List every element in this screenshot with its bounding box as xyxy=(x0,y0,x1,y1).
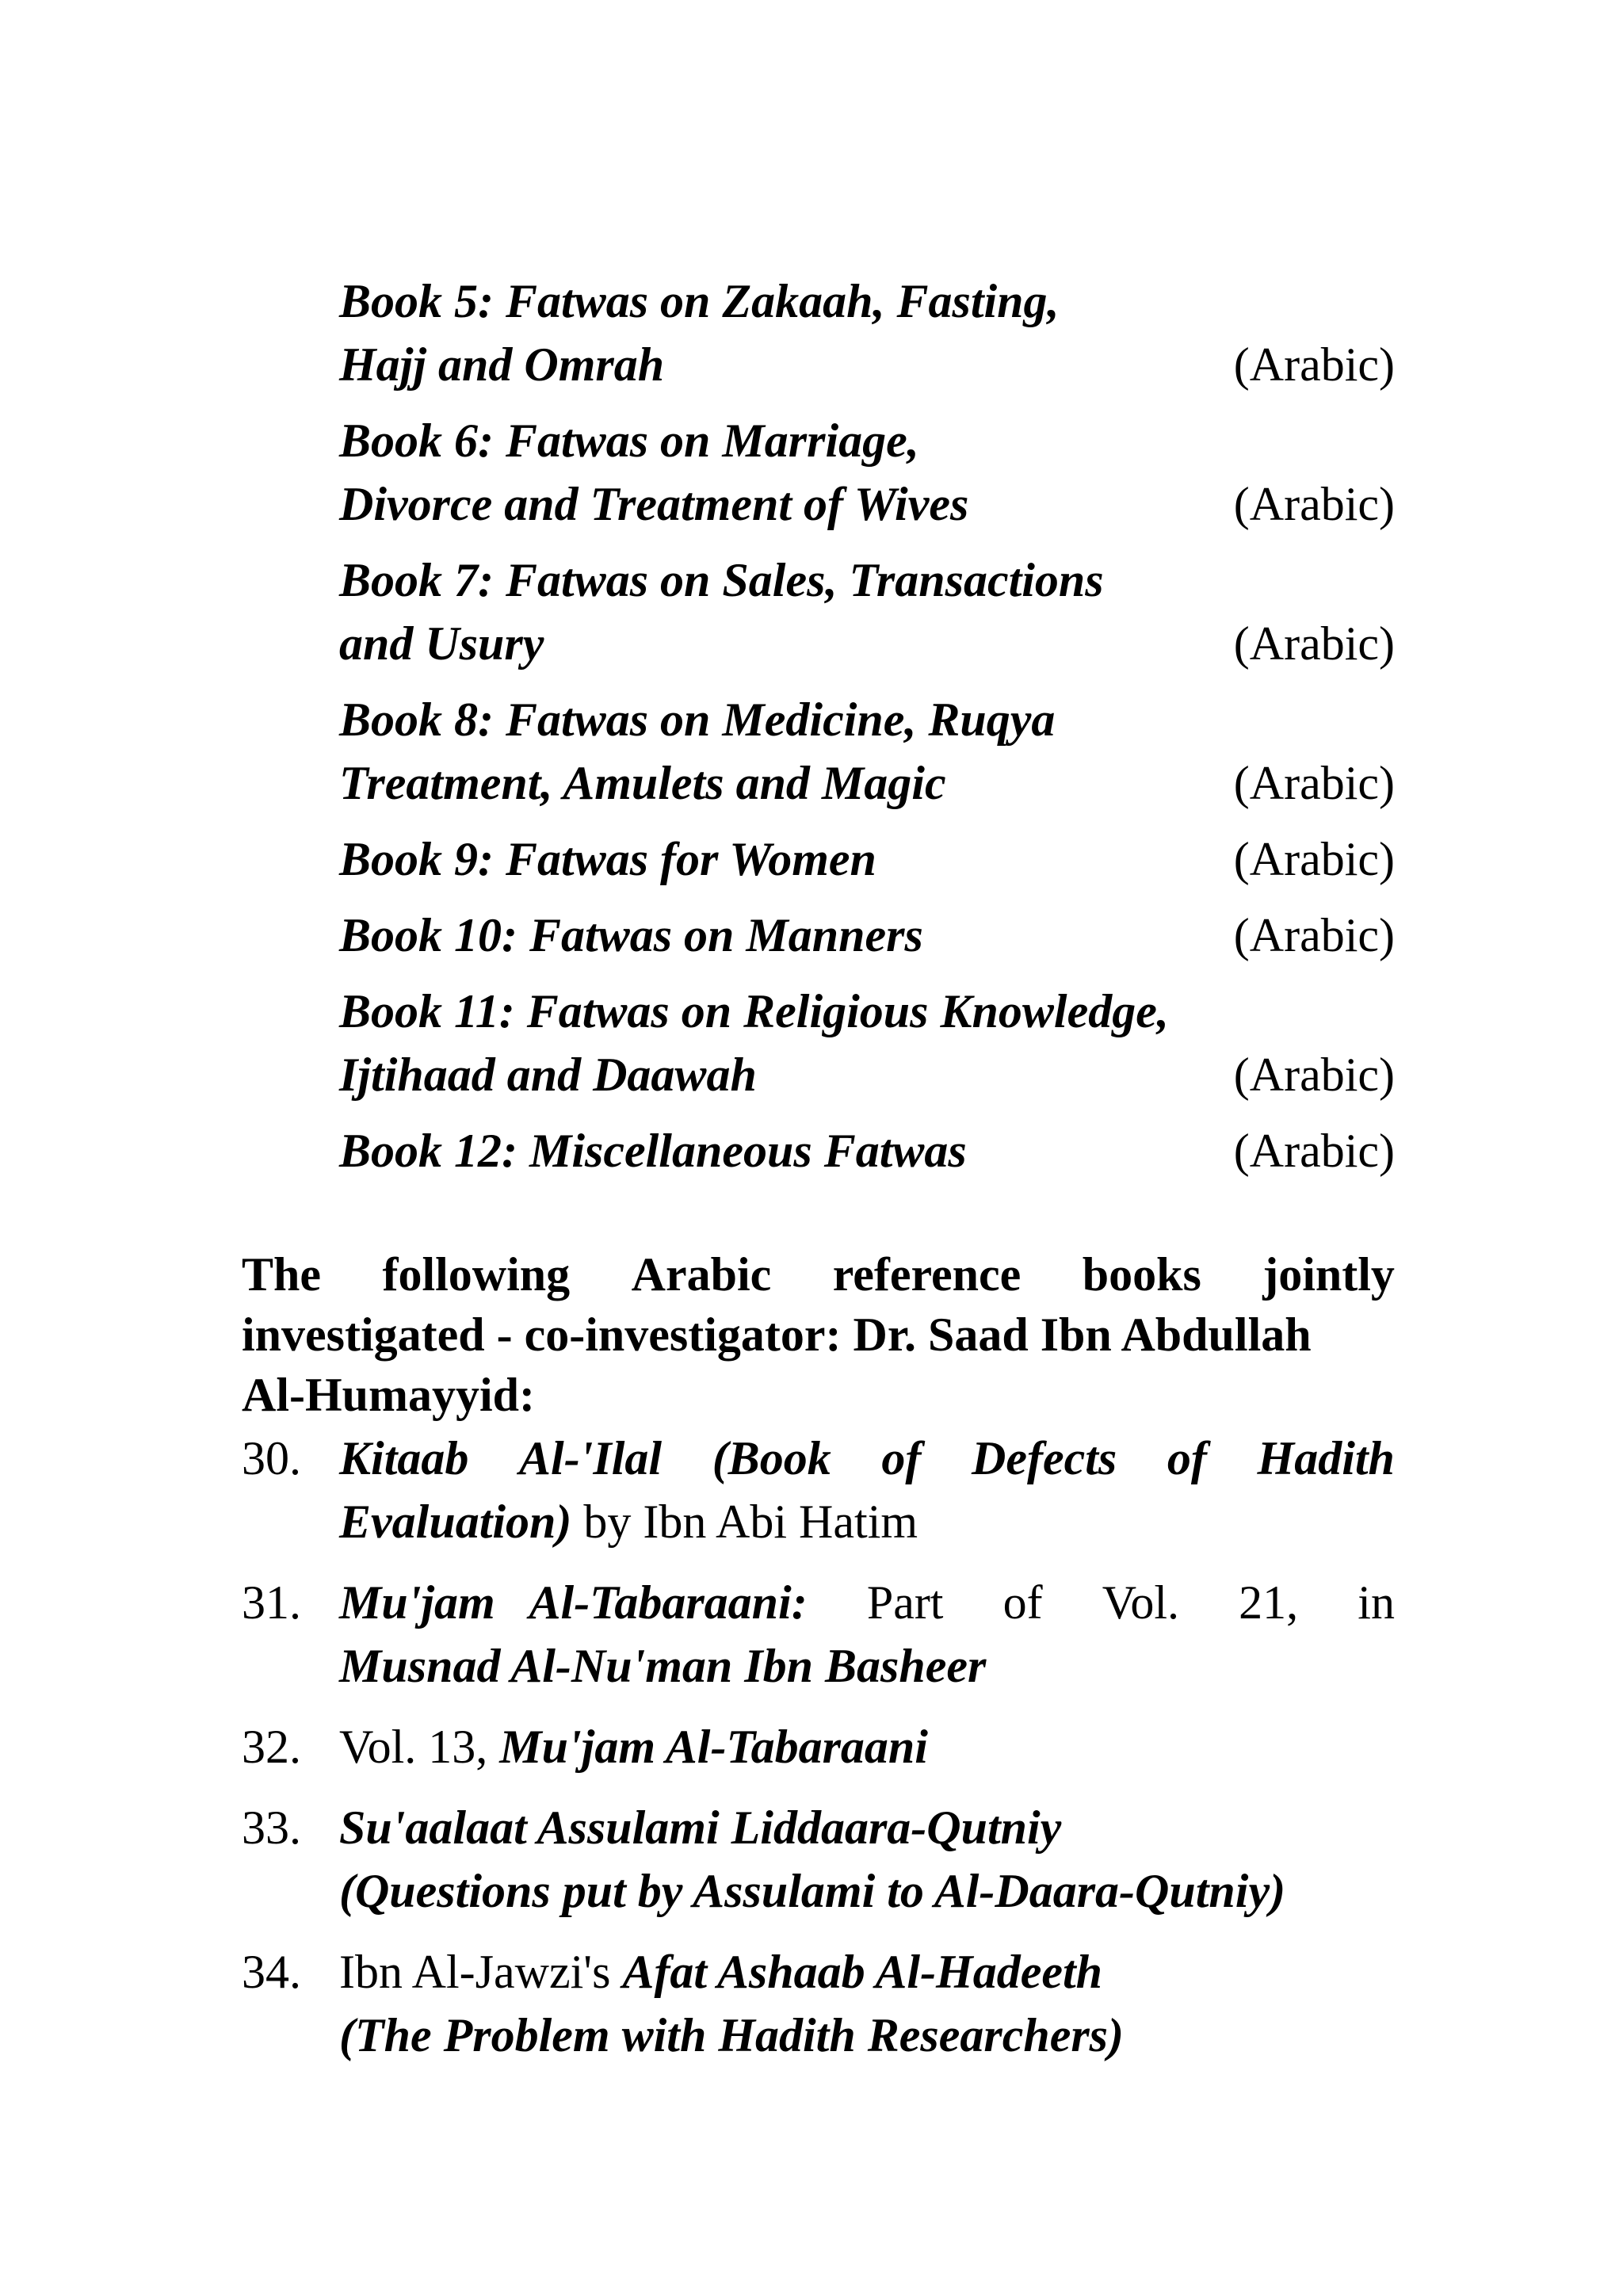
book-language: (Arabic) xyxy=(1233,338,1395,391)
book-language: (Arabic) xyxy=(1233,833,1395,885)
section-heading xyxy=(242,1244,1395,1425)
ref-title: Mu'jam Al-Tabaraani xyxy=(499,1721,928,1773)
book-title xyxy=(339,904,1243,967)
list-item xyxy=(242,1940,1395,2067)
book-title xyxy=(339,409,1243,536)
ref-line xyxy=(339,1490,1395,1553)
heading-line: investigated - co-investigator: Dr. Saad Ibn Abdullah xyxy=(242,1308,1312,1361)
book-list xyxy=(339,269,1395,1195)
book-title xyxy=(339,1119,1243,1182)
ref-title: Mu'jam Al-Tabaraani: xyxy=(339,1576,808,1629)
list-item xyxy=(242,1571,1395,1698)
ref-word: Al-'Ilal xyxy=(519,1432,663,1484)
ref-line: (The Problem with Hadith Researchers) xyxy=(339,2009,1124,2061)
ref-word: Kitaab xyxy=(339,1432,469,1484)
item-number: 34. xyxy=(242,1946,301,1998)
book-title xyxy=(339,688,1243,815)
ref-word: of xyxy=(881,1432,922,1484)
heading-word: Arabic xyxy=(631,1248,772,1301)
ref-line xyxy=(339,1715,1395,1778)
list-item xyxy=(339,980,1395,1106)
ref-word: Vol. xyxy=(1102,1576,1180,1629)
ref-line xyxy=(339,1427,1395,1490)
book-language: (Arabic) xyxy=(1233,478,1395,530)
ref-word: in xyxy=(1358,1576,1395,1629)
list-item xyxy=(242,1427,1395,1553)
list-item xyxy=(339,409,1395,536)
heading-word: reference xyxy=(832,1248,1022,1301)
ref-line: Musnad Al-Nu'man Ibn Basheer xyxy=(339,1640,987,1692)
list-item xyxy=(339,904,1395,967)
ref-author: by Ibn Abi Hatim xyxy=(571,1496,918,1548)
heading-line xyxy=(242,1244,1395,1305)
ref-word: of xyxy=(1167,1432,1207,1484)
list-item xyxy=(339,688,1395,815)
ref-word: Part xyxy=(866,1576,944,1629)
book-title-line: Hajj and Omrah xyxy=(339,338,665,391)
heading-word: following xyxy=(382,1248,571,1301)
book-language: (Arabic) xyxy=(1233,909,1395,961)
book-title-line: Ijtihaad and Daawah xyxy=(339,1049,757,1101)
book-title-line: Book 5: Fatwas on Zakaah, Fasting, xyxy=(339,275,1060,327)
ref-word: (Book xyxy=(712,1432,831,1484)
list-item xyxy=(339,827,1395,891)
book-title-line: and Usury xyxy=(339,617,544,670)
item-number: 32. xyxy=(242,1721,301,1773)
item-number: 31. xyxy=(242,1576,301,1629)
book-title-line: Book 9: Fatwas for Women xyxy=(339,833,876,885)
ref-volume: Vol. 13, xyxy=(339,1721,500,1773)
book-language: (Arabic) xyxy=(1233,757,1395,809)
ref-author: Ibn Al-Jawzi's xyxy=(339,1946,623,1998)
ref-title: Evaluation) xyxy=(339,1496,572,1548)
list-item xyxy=(339,1119,1395,1182)
list-item xyxy=(339,269,1395,396)
item-number: 33. xyxy=(242,1801,301,1854)
book-language: (Arabic) xyxy=(1233,1049,1395,1101)
list-item xyxy=(339,548,1395,675)
ref-line xyxy=(339,1571,1395,1634)
list-item xyxy=(242,1715,1395,1778)
item-number: 30. xyxy=(242,1432,301,1484)
book-title xyxy=(339,269,1243,396)
book-title xyxy=(339,827,1243,891)
book-title-line: Book 12: Miscellaneous Fatwas xyxy=(339,1125,967,1177)
ref-word: Defects xyxy=(972,1432,1117,1484)
book-title-line: Book 6: Fatwas on Marriage, xyxy=(339,415,919,467)
book-title-line: Book 8: Fatwas on Medicine, Ruqya xyxy=(339,693,1056,746)
reference-list xyxy=(242,1427,1395,2084)
book-title-line: Divorce and Treatment of Wives xyxy=(339,478,969,530)
ref-line: (Questions put by Assulami to Al-Daara-Qutniy) xyxy=(339,1865,1286,1917)
list-item xyxy=(242,1796,1395,1923)
heading-word: The xyxy=(242,1248,322,1301)
heading-word: books xyxy=(1082,1248,1201,1301)
ref-word: Hadith xyxy=(1257,1432,1395,1484)
book-language: (Arabic) xyxy=(1233,1125,1395,1177)
ref-word: of xyxy=(1002,1576,1043,1629)
book-language: (Arabic) xyxy=(1233,617,1395,670)
book-title-line: Treatment, Amulets and Magic xyxy=(339,757,946,809)
ref-title: Afat Ashaab Al-Hadeeth xyxy=(622,1946,1103,1998)
ref-line: Su'aalaat Assulami Liddaara-Qutniy xyxy=(339,1801,1062,1854)
ref-line xyxy=(339,1940,1395,2004)
heading-line: Al-Humayyid: xyxy=(242,1369,536,1421)
book-title-line: Book 7: Fatwas on Sales, Transactions xyxy=(339,554,1104,606)
book-title-line: Book 11: Fatwas on Religious Knowledge, xyxy=(339,985,1169,1037)
book-title-line: Book 10: Fatwas on Manners xyxy=(339,909,923,961)
ref-word: 21, xyxy=(1239,1576,1299,1629)
book-title xyxy=(339,980,1243,1106)
book-title xyxy=(339,548,1243,675)
heading-word: jointly xyxy=(1262,1248,1395,1301)
